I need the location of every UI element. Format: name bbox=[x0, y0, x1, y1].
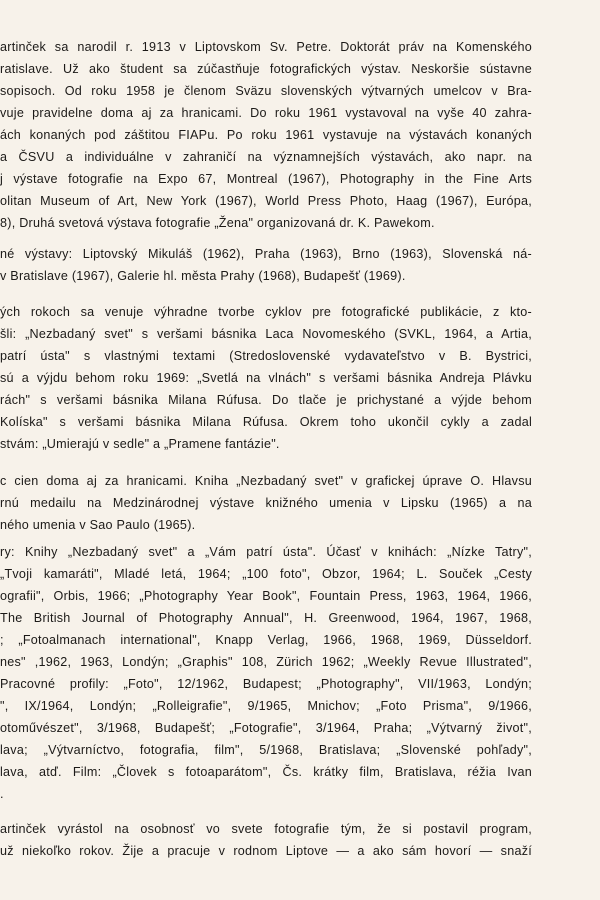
text-line: artinček vyrástol na osobnosť vo svete fotografie tým, že si postavil program, bbox=[0, 822, 532, 836]
text-line: ografii", Orbis, 1966; „Photography Year Book", Fountain Press, 1963, 1964, 1966, bbox=[0, 589, 532, 603]
text-line: né výstavy: Liptovský Mikuláš (1962), Praha (1963), Brno (1963), Slovenská ná- bbox=[0, 247, 532, 261]
text-line: ých rokoch sa venuje výhradne tvorbe cyklov pre fotografické publikácie, z kto- bbox=[0, 305, 532, 319]
text-line: už niekoľko rokov. Žije a pracuje v rodnom Liptove — a ako sám hovorí — snaží bbox=[0, 844, 532, 858]
text-line: sopisoch. Od roku 1958 je členom Sväzu slovenských výtvarných umelcov v Bra- bbox=[0, 84, 532, 98]
paragraph-publication-cycles bbox=[0, 301, 600, 455]
text-line: ratislave. Už ako študent sa zúčastňuje fotografických výstav. Neskoršie sústavne bbox=[0, 62, 532, 76]
text-line: lava, atď. Film: „Človek s fotoaparátom", Čs. krátky film, Bratislava, réžia Ivan bbox=[0, 765, 532, 779]
text-line: Pracovné profily: „Foto", 12/1962, Budapest; „Photography", VII/1963, Londýn; bbox=[0, 677, 532, 691]
text-line: Kolíska" s veršami básnika Milana Rúfusa. Okrem toho ukončil cykly a zadal bbox=[0, 415, 532, 429]
text-line: . bbox=[0, 787, 4, 801]
text-line: rnú medailu na Medzinárodnej výstave knižného umenia v Lipsku (1965) a na bbox=[0, 496, 532, 510]
text-line: ", IX/1964, Londýn; „Rolleigrafie", 9/1965, Mnichov; „Foto Prisma", 9/1966, bbox=[0, 699, 532, 713]
text-line: j výstave fotografie na Expo 67, Montreal (1967), Photography in the Fine Arts bbox=[0, 172, 532, 186]
paragraph-awards bbox=[0, 470, 600, 536]
paragraph-solo-exhibitions bbox=[0, 243, 600, 287]
text-line: sú a výjdu behom roku 1969: „Svetlá na vlnách" s veršami básnika Andreja Plávku bbox=[0, 371, 532, 385]
text-line: ách konaných pod záštitou FIAPu. Po roku 1961 vystavuje na výstavách konaných bbox=[0, 128, 532, 142]
text-line: otoművészet", 3/1968, Budapešť; „Fotografie", 3/1964, Praha; „Výtvarný život", bbox=[0, 721, 532, 735]
text-line: The British Journal of Photography Annual", H. Greenwood, 1964, 1967, 1968, bbox=[0, 611, 532, 625]
text-line: v Bratislave (1967), Galerie hl. města Prahy (1968), Budapešť (1969). bbox=[0, 269, 406, 283]
text-line: a ČSVU a individuálne v zahraničí na významnejších výstavách, ako napr. na bbox=[0, 150, 532, 164]
text-line: ného umenia v Sao Paulo (1965). bbox=[0, 518, 196, 532]
text-line: ry: Knihy „Nezbadaný svet" a „Vám patrí ústa". Účasť v knihách: „Nízke Tatry", bbox=[0, 545, 532, 559]
text-line: olitan Museum of Art, New York (1967), World Press Photo, Haag (1967), Európa, bbox=[0, 194, 532, 208]
paragraph-bibliography bbox=[0, 541, 600, 805]
text-line: patrí ústa" s vlastnými textami (Stredoslovenské vydavateľstvo v B. Bystrici, bbox=[0, 349, 532, 363]
text-line: šli: „Nezbadaný svet" s veršami básnika Laca Novomeského (SVKL, 1964, a Artia, bbox=[0, 327, 532, 341]
paragraph-closing bbox=[0, 818, 600, 862]
text-line: rách" s veršami básnika Milana Rúfusa. Do tlače je prichystané a výjde behom bbox=[0, 393, 532, 407]
text-line: 8), Druhá svetová výstava fotografie „Žena" organizovaná dr. K. Pawekom. bbox=[0, 216, 435, 230]
paragraph-biography bbox=[0, 36, 600, 234]
text-line: stvám: „Umierajú v sedle" a „Pramene fantázie". bbox=[0, 437, 280, 451]
text-line: nes" ,1962, 1963, Londýn; „Graphis" 108, Zürich 1962; „Weekly Revue Illustrated", bbox=[0, 655, 532, 669]
text-line: ; „Fotoalmanach international", Knapp Verlag, 1966, 1968, 1969, Düsseldorf. bbox=[0, 633, 532, 647]
text-line: lava; „Výtvarníctvo, fotografia, film", 5/1968, Bratislava; „Slovenské pohľady", bbox=[0, 743, 532, 757]
text-line: c cien doma aj za hranicami. Kniha „Nezbadaný svet" v grafickej úprave O. Hlavsu bbox=[0, 474, 532, 488]
text-line: „Tvoji kamaráti", Mladé letá, 1964; „100 foto", Obzor, 1964; L. Souček „Cesty bbox=[0, 567, 532, 581]
text-line: artinček sa narodil r. 1913 v Liptovskom Sv. Petre. Doktorát práv na Komenského bbox=[0, 40, 532, 54]
text-line: vuje pravidelne doma aj za hranicami. Do roku 1961 vystavoval na vyše 40 zahra- bbox=[0, 106, 532, 120]
